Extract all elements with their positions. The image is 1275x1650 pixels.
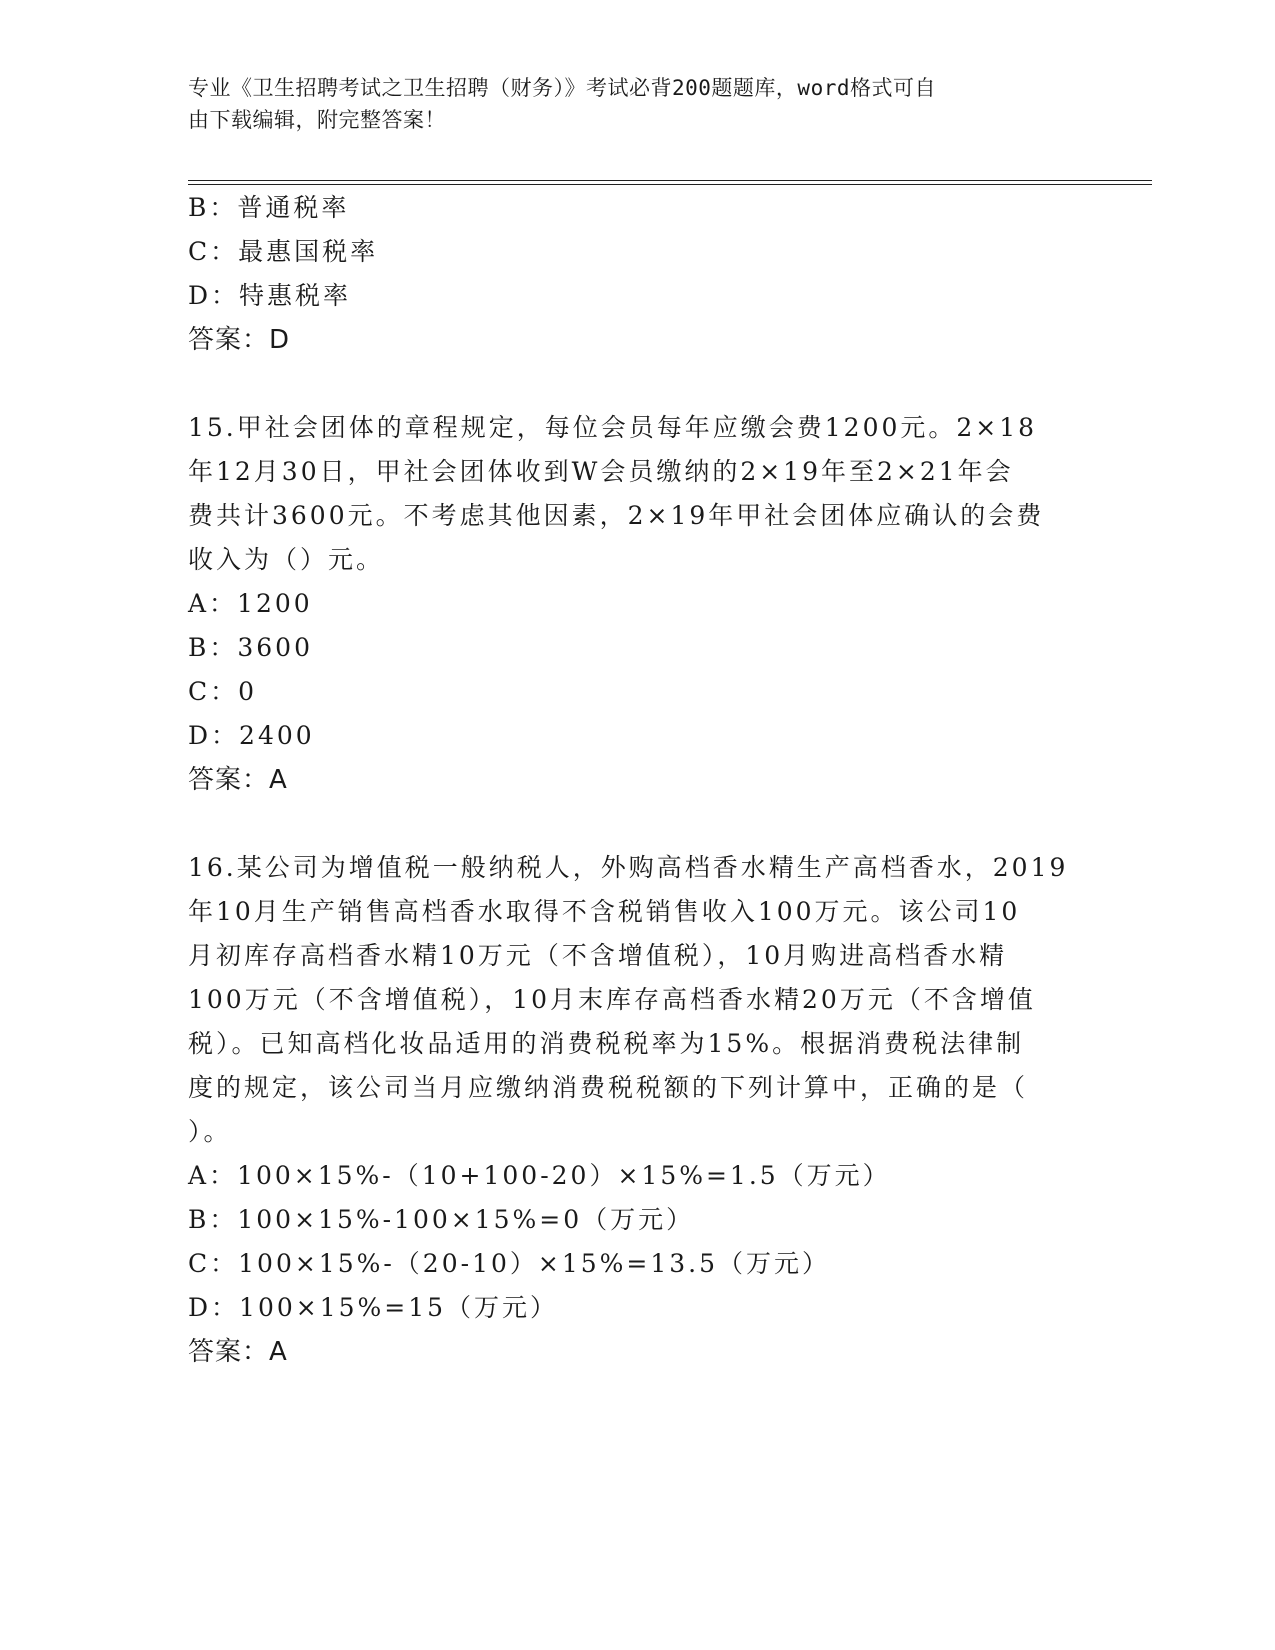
question-16-line-2: 年10月生产销售高档香水取得不含税销售收入100万元。该公司10 <box>188 897 1021 926</box>
question-15-line-1: 15.甲社会团体的章程规定，每位会员每年应缴会费1200元。2×18 <box>188 413 1038 442</box>
document-header <box>188 72 1068 136</box>
header-divider-bottom <box>188 184 1152 185</box>
question-16-option-b: B：100×15%-100×15%=0（万元） <box>188 1205 695 1234</box>
question-16-answer: 答案：A <box>188 1337 288 1367</box>
question-16-option-a: A：100×15%-（10+100-20）×15%=1.5（万元） <box>188 1161 891 1190</box>
question-15-option-c: C：0 <box>188 677 258 706</box>
question-16-line-3: 月初库存高档香水精10万元（不含增值税），10月购进高档香水精 <box>188 941 1008 970</box>
question-16-option-d: D：100×15%=15（万元） <box>188 1293 559 1322</box>
header-line-1: 专业《卫生招聘考试之卫生招聘（财务）》考试必背200题题库，word格式可自 <box>188 76 936 100</box>
option-d: D：特惠税率 <box>188 281 352 310</box>
question-15-line-4: 收入为（）元。 <box>188 545 385 574</box>
question-16-line-4: 100万元（不含增值税），10月末库存高档香水精20万元（不含增值 <box>188 985 1036 1014</box>
answer: 答案：D <box>188 325 291 355</box>
question-15-answer: 答案：A <box>188 765 288 795</box>
question-15-line-3: 费共计3600元。不考虑其他因素，2×19年甲社会团体应确认的会费 <box>188 501 1045 530</box>
question-16-option-c: C：100×15%-（20-10）×15%=13.5（万元） <box>188 1249 831 1278</box>
question-16-line-6: 度的规定，该公司当月应缴纳消费税税额的下列计算中，正确的是（ <box>188 1073 1029 1102</box>
option-b: B：普通税率 <box>188 193 350 222</box>
question-15-option-b: B：3600 <box>188 633 313 662</box>
header-divider-top <box>188 180 1152 181</box>
header-line-2: 由下载编辑，附完整答案！ <box>188 108 446 132</box>
question-15-option-d: D：2400 <box>188 721 315 750</box>
question-16-line-7: ）。 <box>188 1117 232 1146</box>
option-c: C：最惠国税率 <box>188 237 379 266</box>
question-16-line-1: 16.某公司为增值税一般纳税人，外购高档香水精生产高档香水，2019 <box>188 853 1069 882</box>
question-15-line-2: 年12月30日，甲社会团体收到W会员缴纳的2×19年至2×21年会 <box>188 457 1014 486</box>
question-15-option-a: A：1200 <box>188 589 313 618</box>
question-16-line-5: 税）。已知高档化妆品适用的消费税税率为15%。根据消费税法律制 <box>188 1029 1025 1058</box>
